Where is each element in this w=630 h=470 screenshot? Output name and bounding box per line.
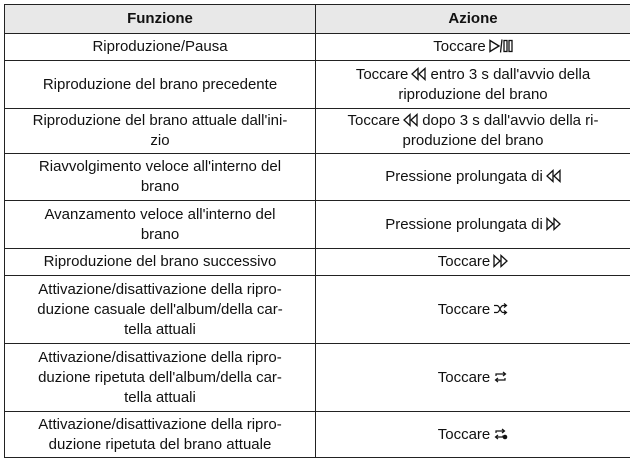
azione-cell [316, 201, 630, 249]
azione-text: Toccare [437, 368, 491, 386]
fast-forward-icon [493, 254, 508, 268]
table-row [5, 154, 630, 201]
azione-text: Toccare [437, 253, 491, 270]
rewind-icon [403, 113, 418, 127]
azione-cell [316, 344, 630, 412]
azione-cell [316, 61, 630, 109]
funzione-cell: Attivazione/disattivazione della ripro- duzione casuale dell'album/della car- tella attuali [5, 276, 316, 344]
azione-cell [316, 109, 630, 154]
repeat-icon [493, 370, 508, 384]
azione-text: Toccare [355, 65, 409, 83]
azione-text-post: dopo 3 s dall'avvio della ri- produzione del brano [402, 112, 599, 149]
funzione-cell: Riproduzione del brano attuale dall'ini- zio [5, 109, 316, 154]
azione-cell [316, 249, 630, 276]
play-pause-icon [489, 39, 513, 53]
funzione-cell: Attivazione/disattivazione della ripro- duzione ripetuta dell'album/della car- tella attuali [5, 344, 316, 412]
funzione-cell: Attivazione/disattivazione della ripro- duzione ripetuta del brano attuale [5, 412, 316, 458]
table-row [5, 61, 630, 109]
header-row [5, 5, 630, 34]
rewind-icon [546, 169, 561, 183]
azione-text-post: entro 3 s dall'avvio della riproduzione del brano [398, 65, 591, 103]
table-row [5, 412, 630, 458]
fast-forward-icon [546, 217, 561, 231]
table-row [5, 34, 630, 61]
table-row [5, 201, 630, 249]
table-row [5, 109, 630, 154]
rewind-icon [411, 67, 426, 81]
azione-cell [316, 154, 630, 201]
azione-text: Toccare [347, 112, 401, 129]
funzione-cell: Avanzamento veloce all'interno del brano [5, 201, 316, 249]
azione-text: Toccare [437, 425, 491, 443]
header-azione: Azione [316, 5, 630, 34]
azione-cell [316, 34, 630, 61]
azione-cell [316, 412, 630, 458]
azione-text: Toccare [437, 300, 491, 318]
repeat-one-icon [493, 427, 508, 441]
function-table [4, 4, 630, 458]
azione-text: Pressione prolungata di [385, 168, 543, 185]
table-row [5, 344, 630, 412]
table-row [5, 276, 630, 344]
azione-text: Toccare [433, 38, 486, 55]
shuffle-icon [493, 302, 508, 316]
azione-text: Pressione prolungata di [385, 215, 543, 233]
header-funzione: Funzione [5, 5, 316, 34]
funzione-cell: Riavvolgimento veloce all'interno del brano [5, 154, 316, 201]
funzione-cell: Riproduzione del brano successivo [5, 249, 316, 276]
funzione-cell: Riproduzione del brano precedente [5, 61, 316, 109]
azione-cell [316, 276, 630, 344]
funzione-cell: Riproduzione/Pausa [5, 34, 316, 61]
table-row [5, 249, 630, 276]
